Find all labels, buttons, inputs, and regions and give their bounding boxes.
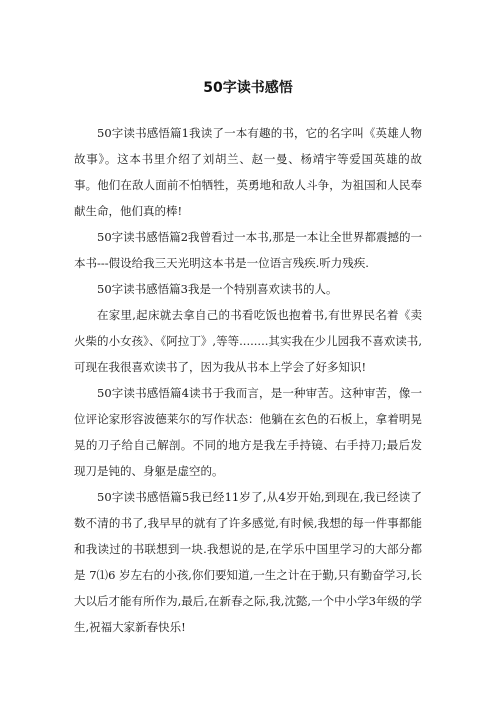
paragraph-1: 50字读书感悟篇1我读了一本有趣的书，它的名字叫《英雄人物故事》。这本书里介绍了刘胡兰、赵一曼、杨靖宇等爱国英雄的故事。他们在敌人面前不怕牺牲，英勇地和敌人斗争，为祖国和人民奉献生命，他们真的棒! [74, 126, 422, 218]
paragraph-5: 50字读书感悟篇4读书于我而言，是一种审苦。这种审苦，像一位评论家形容波德莱尔的写作状态：他躺在玄色的石板上，拿着明晃晃的刀子给自己解剖。不同的地方是我左手持镜、右手持刀;最后发现刀是钝的、身躯是虚空的。 [74, 386, 422, 478]
paragraph-6: 50字读书感悟篇5我已经11岁了,从4岁开始,到现在,我已经读了数不清的书了,我早早的就有了许多感觉,有时候,我想的每一件事都能和我读过的书联想到一块.我想说的是,在学乐中国里学习的大部分都是 7⑴6 岁左右的小孩,你们要知道,一生之计在于勤,只有勤奋学习,长大以后才能有所作为,最后,在新春之际,我,沈懿,一个中小学3年级的学生,祝福大家新春快乐! [74, 490, 422, 634]
paragraph-4: 在家里,起床就去拿自己的书看吃饭也抱着书,有世界民名着《卖火柴的小女孩》、《阿拉丁》,等等........其实我在少儿园我不喜欢读书,可现在我很喜欢读书了，因为我从书本上学会了好多知识! [74, 308, 422, 374]
paragraph-3: 50字读书感悟篇3我是一个特别喜欢读书的人。 [97, 282, 338, 296]
paragraph-2: 50字读书感悟篇2我曾看过一本书,那是一本让全世界都震撼的一本书---假设给我三天光明这本书是一位语言残疾.听力残疾. [74, 230, 422, 270]
document-title: 50字读书感悟 [203, 80, 293, 96]
